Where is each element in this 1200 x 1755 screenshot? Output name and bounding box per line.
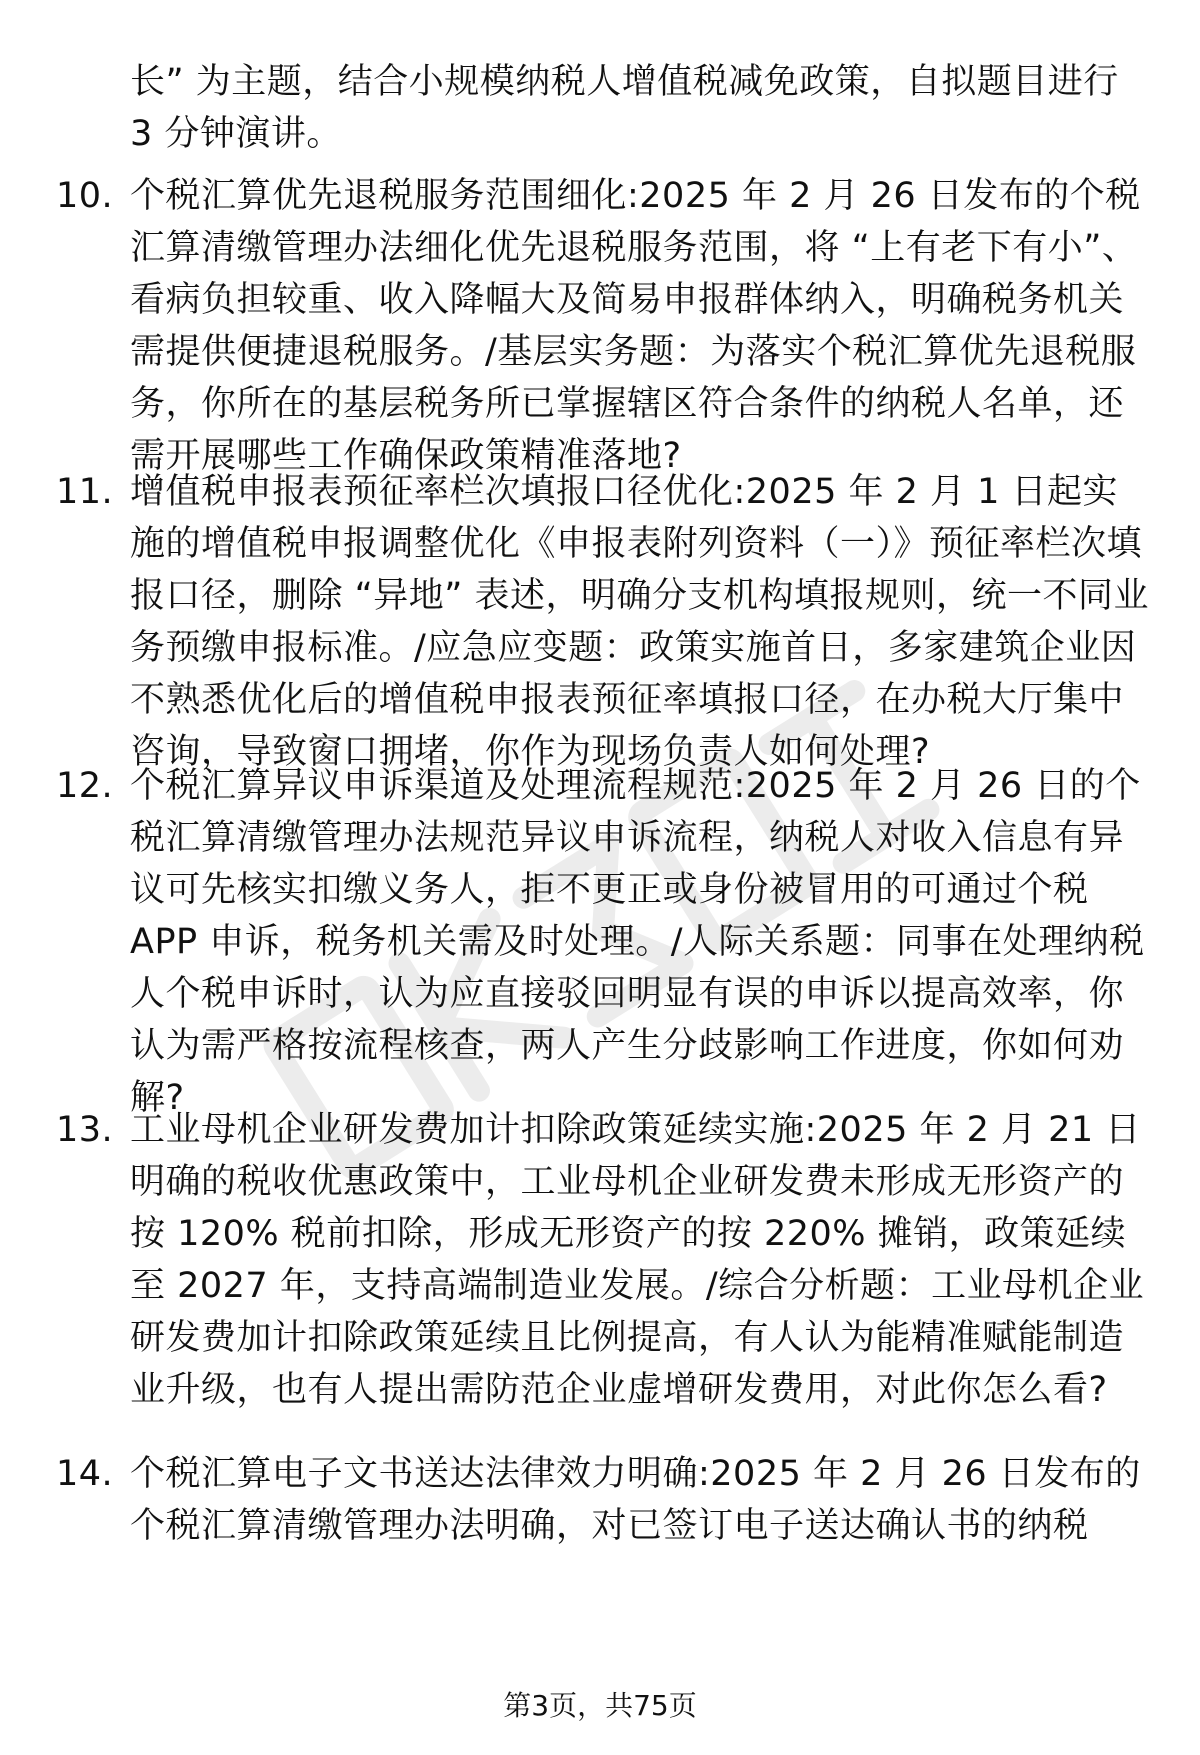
item-text: 个税汇算优先退税服务范围细化:2025 年 2 月 26 日发布的个税汇算清缴管理办法细化优先退税服务范围，将 “上有老下有小”、看病负担较重、收入降幅大及简易申报群体纳入，明确税务机关需提供便捷退税服务。/基层实务题：为落实个税汇算优先退税服务，你所在的基层税务所已掌握辖区符合条件的纳税人名单，还需开展哪些工作确保政策精准落地?: [130, 176, 1141, 476]
list-item: [56, 1104, 1156, 1416]
item-text: 个税汇算异议申诉渠道及处理流程规范:2025 年 2 月 26 日的个税汇算清缴管理办法规范异议申诉流程，纳税人对收入信息有异议可先核实扣缴义务人，拒不更正或身份被冒用的可通过个税 APP 申诉，税务机关需及时处理。/人际关系题：同事在处理纳税人个税申诉时，认为应直接驳回明显有误的申诉以提高效率，你认为需严格按流程核查，两人产生分歧影响工作进度，你如何劝解?: [130, 766, 1145, 1118]
intro-paragraph: 长” 为主题，结合小规模纳税人增值税减免政策，自拟题目进行 3 分钟演讲。: [130, 62, 1119, 154]
list-item: [56, 170, 1156, 482]
page-footer: 第3页，共75页: [503, 1689, 697, 1722]
item-text: 个税汇算电子文书送达法律效力明确:2025 年 2 月 26 日发布的个税汇算清缴管理办法明确，对已签订电子送达确认书的纳税: [130, 1454, 1141, 1546]
item-number: 13.: [56, 1110, 114, 1150]
list-item: [56, 760, 1156, 1124]
item-text: 工业母机企业研发费加计扣除政策延续实施:2025 年 2 月 21 日明确的税收优惠政策中，工业母机企业研发费未形成无形资产的按 120% 税前扣除，形成无形资产的按 220% 摊销，政策延续至 2027 年，支持高端制造业发展。/综合分析题：工业母机企业研发费加计扣除政策延续且比例提高，有人认为能精准赋能制造业升级，也有人提出需防范企业虚增研发费用，对此你怎么看?: [130, 1110, 1145, 1410]
list-item: [56, 1448, 1156, 1552]
item-number: 11.: [56, 472, 114, 512]
item-text: 增值税申报表预征率栏次填报口径优化:2025 年 2 月 1 日起实施的增值税申报调整优化《申报表附列资料（一）》预征率栏次填报口径，删除 “异地” 表述，明确分支机构填报规则，统一不同业务预缴申报标准。/应急应变题：政策实施首日，多家建筑企业因不熟悉优化后的增值税申报表预征率填报口径，在办税大厅集中咨询，导致窗口拥堵，你作为现场负责人如何处理?: [130, 472, 1150, 772]
item-number: 10.: [56, 176, 114, 216]
item-number: 12.: [56, 766, 114, 806]
list-item: [56, 466, 1156, 778]
item-number: 14.: [56, 1454, 114, 1494]
